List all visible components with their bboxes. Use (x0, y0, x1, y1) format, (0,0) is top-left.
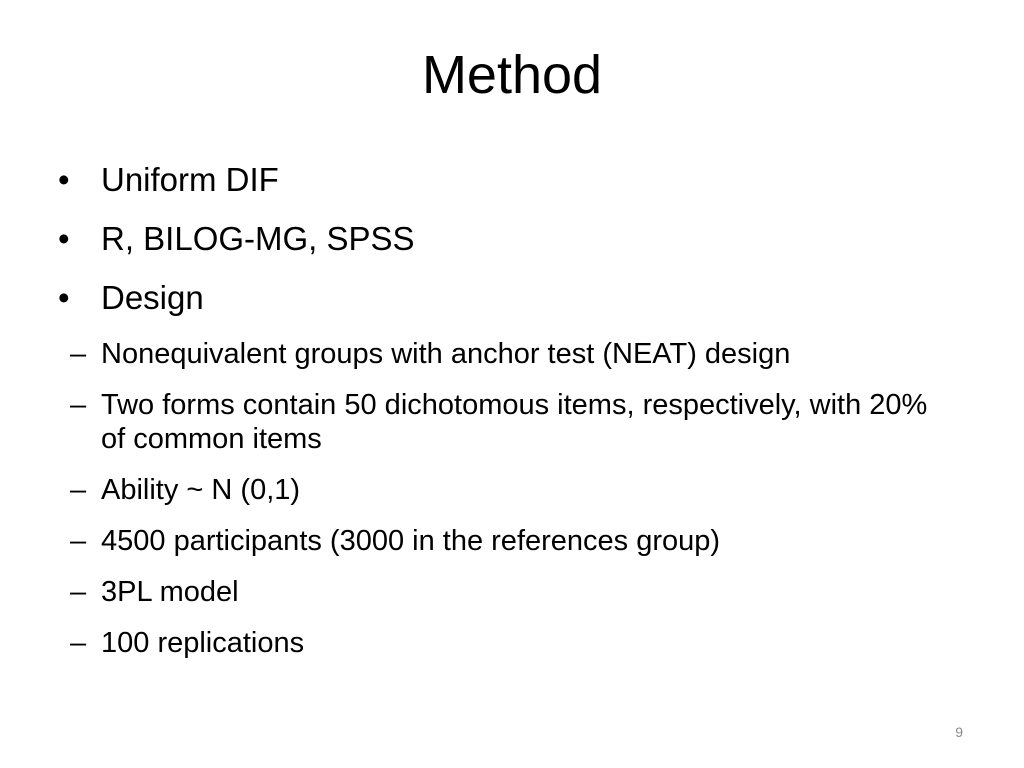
sub-bullet-text: Nonequivalent groups with anchor test (NEAT) design (101, 338, 791, 370)
bullet-text: Design (101, 279, 204, 316)
sub-bullet-text: 100 replications (101, 627, 305, 659)
dash-icon: – (70, 389, 87, 421)
dash-icon: – (70, 525, 87, 557)
bullet-item (55, 219, 955, 259)
bullet-list (55, 160, 955, 677)
dash-icon: – (70, 338, 87, 370)
sub-bullet-text: 4500 participants (3000 in the references group) (101, 525, 721, 557)
bullet-icon: • (58, 279, 70, 316)
bullet-item (55, 160, 955, 200)
bullet-icon: • (58, 220, 70, 257)
design-sub-list (70, 337, 955, 660)
bullet-text: Uniform DIF (101, 161, 279, 198)
sub-bullet-item (70, 524, 955, 558)
sub-bullet-text: Ability ~ N (0,1) (101, 474, 301, 506)
dash-icon: – (70, 474, 87, 506)
sub-bullet-item (70, 575, 955, 609)
slide-title: Method (421, 45, 603, 105)
sub-bullet-item (70, 473, 955, 507)
sub-bullet-item (70, 388, 955, 456)
bullet-text: R, BILOG-MG, SPSS (101, 220, 415, 257)
sub-bullet-text: 3PL model (101, 576, 239, 608)
dash-icon: – (70, 627, 87, 659)
bullet-item (55, 278, 955, 318)
sub-bullet-item (70, 626, 955, 660)
page-number: 9 (955, 724, 963, 740)
bullet-icon: • (58, 161, 70, 198)
sub-bullet-text: Two forms contain 50 dichotomous items, respectively, with 20% of common items (101, 389, 928, 455)
dash-icon: – (70, 576, 87, 608)
sub-bullet-item (70, 337, 955, 371)
